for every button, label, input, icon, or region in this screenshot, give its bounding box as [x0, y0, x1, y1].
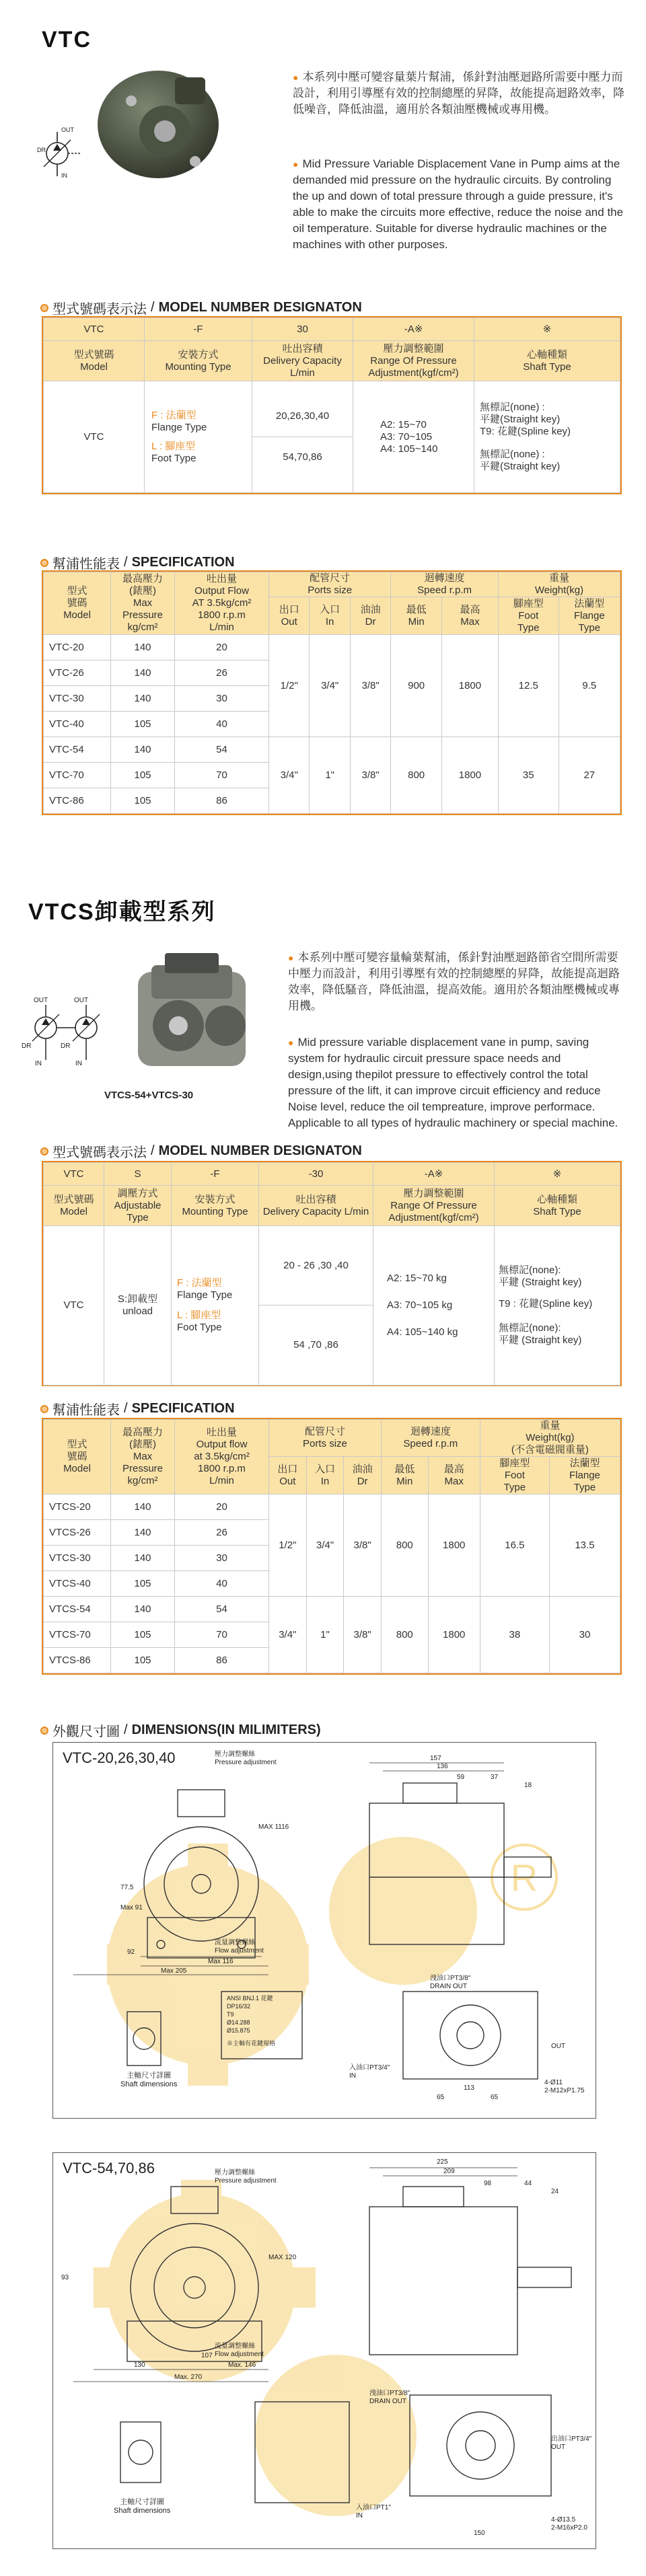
dim-107: 107 [201, 2352, 213, 2359]
dim-130: 130 [134, 2361, 145, 2369]
h-max: 最高 Max [441, 597, 498, 635]
spline-note: ※主軸有花鍵規格 [227, 2040, 276, 2047]
table-row: VTC-40 105 40 [44, 712, 620, 737]
table-row: VTC-54 140 54 3/4" 1" 3/8" 800 1800 35 27 [44, 737, 620, 763]
spec1-heading: 幫浦性能表 / SPECIFICATION [40, 553, 235, 572]
code-press: -A※ [353, 318, 474, 341]
h-in: 入口 In [310, 597, 350, 635]
pump-front-view [53, 2153, 597, 2550]
dim-225: 225 [437, 2158, 448, 2166]
table-row: VTC-86 105 86 [44, 788, 620, 814]
h-foot: 腳座型 Foot Type [498, 597, 559, 635]
dim-max270: Max. 270 [174, 2374, 203, 2381]
vtcs-intro-en: ● Mid pressure variable displacement vane in pump, saving system for hydraulic circuit pressure space needs and design,using thepilot pressure to effectively control the total pressure of the lift, it can improve circuit efficiency and reduce Noise level, reduce the oil tempreature, improve performace. Applicable to all types of hydraulic machinery or special machine. [288, 1036, 618, 1129]
bolt-holes: 4-Ø11 2-M12xP1.75 [544, 2079, 585, 2094]
dim-157: 157 [430, 1755, 441, 1762]
model1-heading: 型式號碼表示法 / MODEL NUMBER DESIGNATON [40, 298, 362, 317]
dim-max205: Max 205 [161, 1967, 187, 1975]
spec1-table [42, 570, 622, 815]
bullet-icon [40, 1405, 48, 1413]
bullet-icon [40, 1727, 48, 1735]
symbol-in-label: IN [35, 1060, 42, 1067]
symbol-in-label: IN [75, 1060, 82, 1067]
symbol-dr-label: DR [22, 1043, 32, 1050]
model1-table [42, 316, 622, 494]
outlet-label: OUT [551, 2043, 566, 2050]
bullet-icon [40, 1147, 48, 1156]
symbol-dr-label: DR [37, 147, 46, 153]
table-row: VTC-20 140 20 1/2" 3/4" 3/8" 900 1800 12.5 9.5 [44, 635, 620, 660]
h-dr: 油油 Dr [350, 597, 390, 635]
table-row: VTCS-40 105 40 [44, 1571, 620, 1597]
dim-92: 92 [127, 1948, 135, 1956]
table-row: VTCS-86 105 86 [44, 1648, 620, 1673]
dim-37: 37 [491, 1774, 499, 1781]
dim-max146: Max. 146 [228, 2361, 256, 2369]
symbol-in-label: IN [61, 172, 67, 179]
dim-98: 98 [484, 2180, 492, 2187]
vtcs-intro-zh: ● 本系列中壓可變容量輪葉幫浦，係針對油壓迴路節省空間所需要中壓力而設計，利用引導壓有效的控制總壓的昇降，故能提高迴路效率，降低騷音，降低油溫，提高效能。適用於各類油壓機械或專用機。 [288, 951, 620, 1012]
hdr-model: 型式號碼 Model [44, 341, 145, 381]
press-values: A2: 15~70 A3: 70~105 A4: 105~140 [353, 381, 474, 493]
h-flange: 法蘭型 Flange Type [559, 597, 620, 635]
dim-44: 44 [524, 2180, 532, 2187]
vtcs-caption: VTCS-54+VTCS-30 [104, 1090, 194, 1101]
table-row: VTC-30 140 30 [44, 686, 620, 712]
vtc-intro-zh: ● 本系列中壓可變容量葉片幫浦，係針對油壓迴路所需要中壓力而設計，利用引導壓有效的控制總壓的昇降，故能提高迴路效率，降低噪音，降低油溫，適用於各類油壓機械或專用機。 [293, 71, 624, 116]
dim-136: 136 [437, 1763, 448, 1770]
inlet-label: 入油口PT3/4" IN [349, 2064, 390, 2080]
model2-table: VTC S -F -30 -A※ ※ 型式號碼 Model 調壓方式 Adjustable Type 安裝方式 Mounting Type 吐出容積 Delivery Capacity L/min 壓力調整範圍 Range Of Pressure Adjustment(kgf/cm²) 心軸種類 Shaft Type VTC S:卸載型 unload F : 法蘭型 Flange Type L : 腳座型 Foot Type 20 - 26 ,30 ,40 54 ,70 ,86 A2: 15~70 kg A3: 70~105 kg A4: 105~140 kg 無標記(none): 平鍵 (Straight key) T9 : 花鍵(Spline key) 無標記(none): 平鍵 (Straight key) [42, 1161, 622, 1386]
keyway-table: ANSI BNJ.1 花鍵 DP16/32 T9 Ø14.288 Ø15.875 [227, 1995, 273, 2034]
cap-values: 20,26,30,40 54,70,86 [252, 381, 353, 493]
dim-59: 59 [457, 1774, 465, 1781]
inlet-label: 入油口PT1" IN [356, 2504, 391, 2520]
dims-heading: 外觀尺寸圖 / DIMENSIONS(IN MILIMITERS) [40, 1720, 321, 1740]
bottom-dim-113: 113 [464, 2084, 474, 2092]
drawing-label: VTC-20,26,30,40 [63, 1749, 176, 1766]
h-model: 型式 號碼 Model [44, 572, 111, 635]
hdr-mount: 安裝方式 Mounting Type [145, 341, 252, 381]
h-out: 出口 Out [269, 597, 310, 635]
table-row: VTCS-20 140 20 1/2" 3/4" 3/8" 800 1800 16.5 13.5 [44, 1494, 620, 1520]
vtcs-pump-image [124, 952, 266, 1083]
code-mount: -F [145, 318, 252, 341]
dim-209: 209 [443, 2168, 455, 2175]
dim-max1116: MAX 1116 [258, 1823, 289, 1831]
drawing-vtc-54-86 [52, 2152, 596, 2549]
flow-adj-label: 流量調整螺絲 Flow adjustment [215, 2343, 264, 2358]
drawing-vtc-20-40 [52, 1742, 596, 2119]
dim-18: 18 [524, 1782, 532, 1789]
hdr-cap: 吐出容積 Delivery Capacity L/min [252, 341, 353, 381]
pressure-adj-label: 壓力調整螺絲 Pressure adjustment [215, 1751, 277, 1766]
table-row: VTC-26 140 26 [44, 660, 620, 686]
dim-93: 93 [61, 2274, 69, 2281]
dim-max91: Max 91 [120, 1904, 143, 1911]
h-press: 最高壓力 (錶壓) Max Pressure kg/cm² [111, 572, 175, 635]
bolt-holes: 4-Ø13.5 2-M16xP2.0 [551, 2516, 587, 2532]
code-cap: 30 [252, 318, 353, 341]
table-row: VTCS-70 105 70 [44, 1622, 620, 1648]
svg-text:R: R [510, 1856, 538, 1899]
dim-24: 24 [551, 2188, 559, 2195]
code-shaft: ※ [474, 318, 620, 341]
h-ports: 配管尺寸 Ports size [269, 572, 391, 597]
vtc-intro-en: ● Mid Pressure Variable Displacement Vane in Pump aims at the demanded mid pressure on the hydraulic circuits. By controling the up and down of total pressure through a guide pressure, it's able to make the circuits more effective, reduce the noise and the oil temperature. Suitable for diverse hydraulic machines or the machines with other purposes. [293, 157, 624, 251]
spec2-heading: 幫浦性能表 / SPECIFICATION [40, 1399, 235, 1418]
vtcs-title: VTCS卸載型系列 [28, 899, 216, 925]
table-row: VTCS-54 140 54 3/4" 1" 3/8" 800 1800 38 30 [44, 1597, 620, 1622]
dim-77-5: 77.5 [120, 1884, 134, 1891]
vtc-title: VTC [42, 27, 92, 52]
bottom-dim-150: 150 [474, 2530, 485, 2537]
symbol-out-label: OUT [61, 126, 74, 133]
drain-label: 洩油口PT3/8" DRAIN OUT [430, 1975, 471, 1990]
hdr-press: 壓力調整範圍 Range Of Pressure Adjustment(kgf/cm²) [353, 341, 474, 381]
symbol-out-label: OUT [74, 997, 89, 1004]
h-speed: 迴轉速度 Speed r.p.m [391, 572, 499, 597]
table-row: VTCS-30 140 30 [44, 1546, 620, 1571]
table-row: VTC-70 105 70 [44, 763, 620, 788]
h-min: 最低 Min [391, 597, 442, 635]
vtcs-hydraulic-symbol [20, 995, 114, 1069]
dim-max116: Max 116 [208, 1958, 234, 1965]
code-model: VTC [44, 318, 145, 341]
drain-label: 洩油口PT3/8" DRAIN OUT [369, 2390, 410, 2405]
bottom-dim-65b: 65 [491, 2094, 499, 2101]
pressure-adj-label: 壓力調整螺絲 Pressure adjustment [215, 2169, 277, 2185]
hdr-shaft: 心軸種類 Shaft Type [474, 341, 620, 381]
vtc-pump-image [84, 54, 225, 188]
shaft-values: 無標記(none) : 平鍵(Straight key) T9: 花鍵(Spline key) 無標記(none) : 平鍵(Straight key) [474, 381, 620, 493]
spec2-table: 型式 號碼 Model 最高壓力 (錶壓) Max Pressure kg/cm² 吐出量 Output flow at 3.5kg/cm² 1800 r.p.m L/min 配管尺寸 Ports size 迴轉速度 Speed r.p.m 重量 Weight(kg) (不含電磁閥重量) 出口 Out 入口 In 油油 Dr 最低 Min 最高 Max 腳座型 Foot Type 法蘭型 Flange Type VTCS-20 140 20 1/2" 3/4" 3/8" 800 1800 16.5 13.5 VTCS-26 140 26 VTCS-30 140 30 VTCS-40 105 40 VTCS-54 140 54 3/4" 1" 3/8" 800 1800 38 30 VTCS-70 105 70 VTCS-86 105 86 [42, 1418, 622, 1675]
drawing-label: VTC-54,70,86 [63, 2160, 155, 2176]
flow-adj-label: 流量調整螺絲 Flow adjustment [215, 1939, 264, 1955]
h-flow: 吐出量 Output Flow AT 3.5kg/cm² 1800 r.p.m L/min [175, 572, 269, 635]
bullet-icon [40, 559, 48, 567]
bullet-icon [40, 304, 48, 312]
symbol-dr-label: DR [61, 1043, 71, 1050]
shaft-caption: 主軸尺寸詳圖 Shaft dimensions [120, 2072, 178, 2088]
h-weight: 重量 Weight(kg) [498, 572, 620, 597]
bottom-dim-65a: 65 [437, 2094, 445, 2101]
outlet-label: 出油口PT3/4" OUT [551, 2435, 592, 2451]
pump-front-view [53, 1743, 597, 2119]
mount-values: F : 法蘭型 Flange Type L : 腳座型 Foot Type [145, 381, 252, 493]
model-value: VTC [44, 381, 145, 493]
model2-heading: 型式號碼表示法 / MODEL NUMBER DESIGNATON [40, 1141, 362, 1161]
vtc-hydraulic-symbol [37, 126, 84, 180]
table-row: VTCS-26 140 26 [44, 1520, 620, 1546]
dim-max120: MAX 120 [268, 2254, 297, 2261]
shaft-caption: 主軸尺寸詳圖 Shaft dimensions [114, 2498, 171, 2515]
symbol-out-label: OUT [34, 997, 48, 1004]
